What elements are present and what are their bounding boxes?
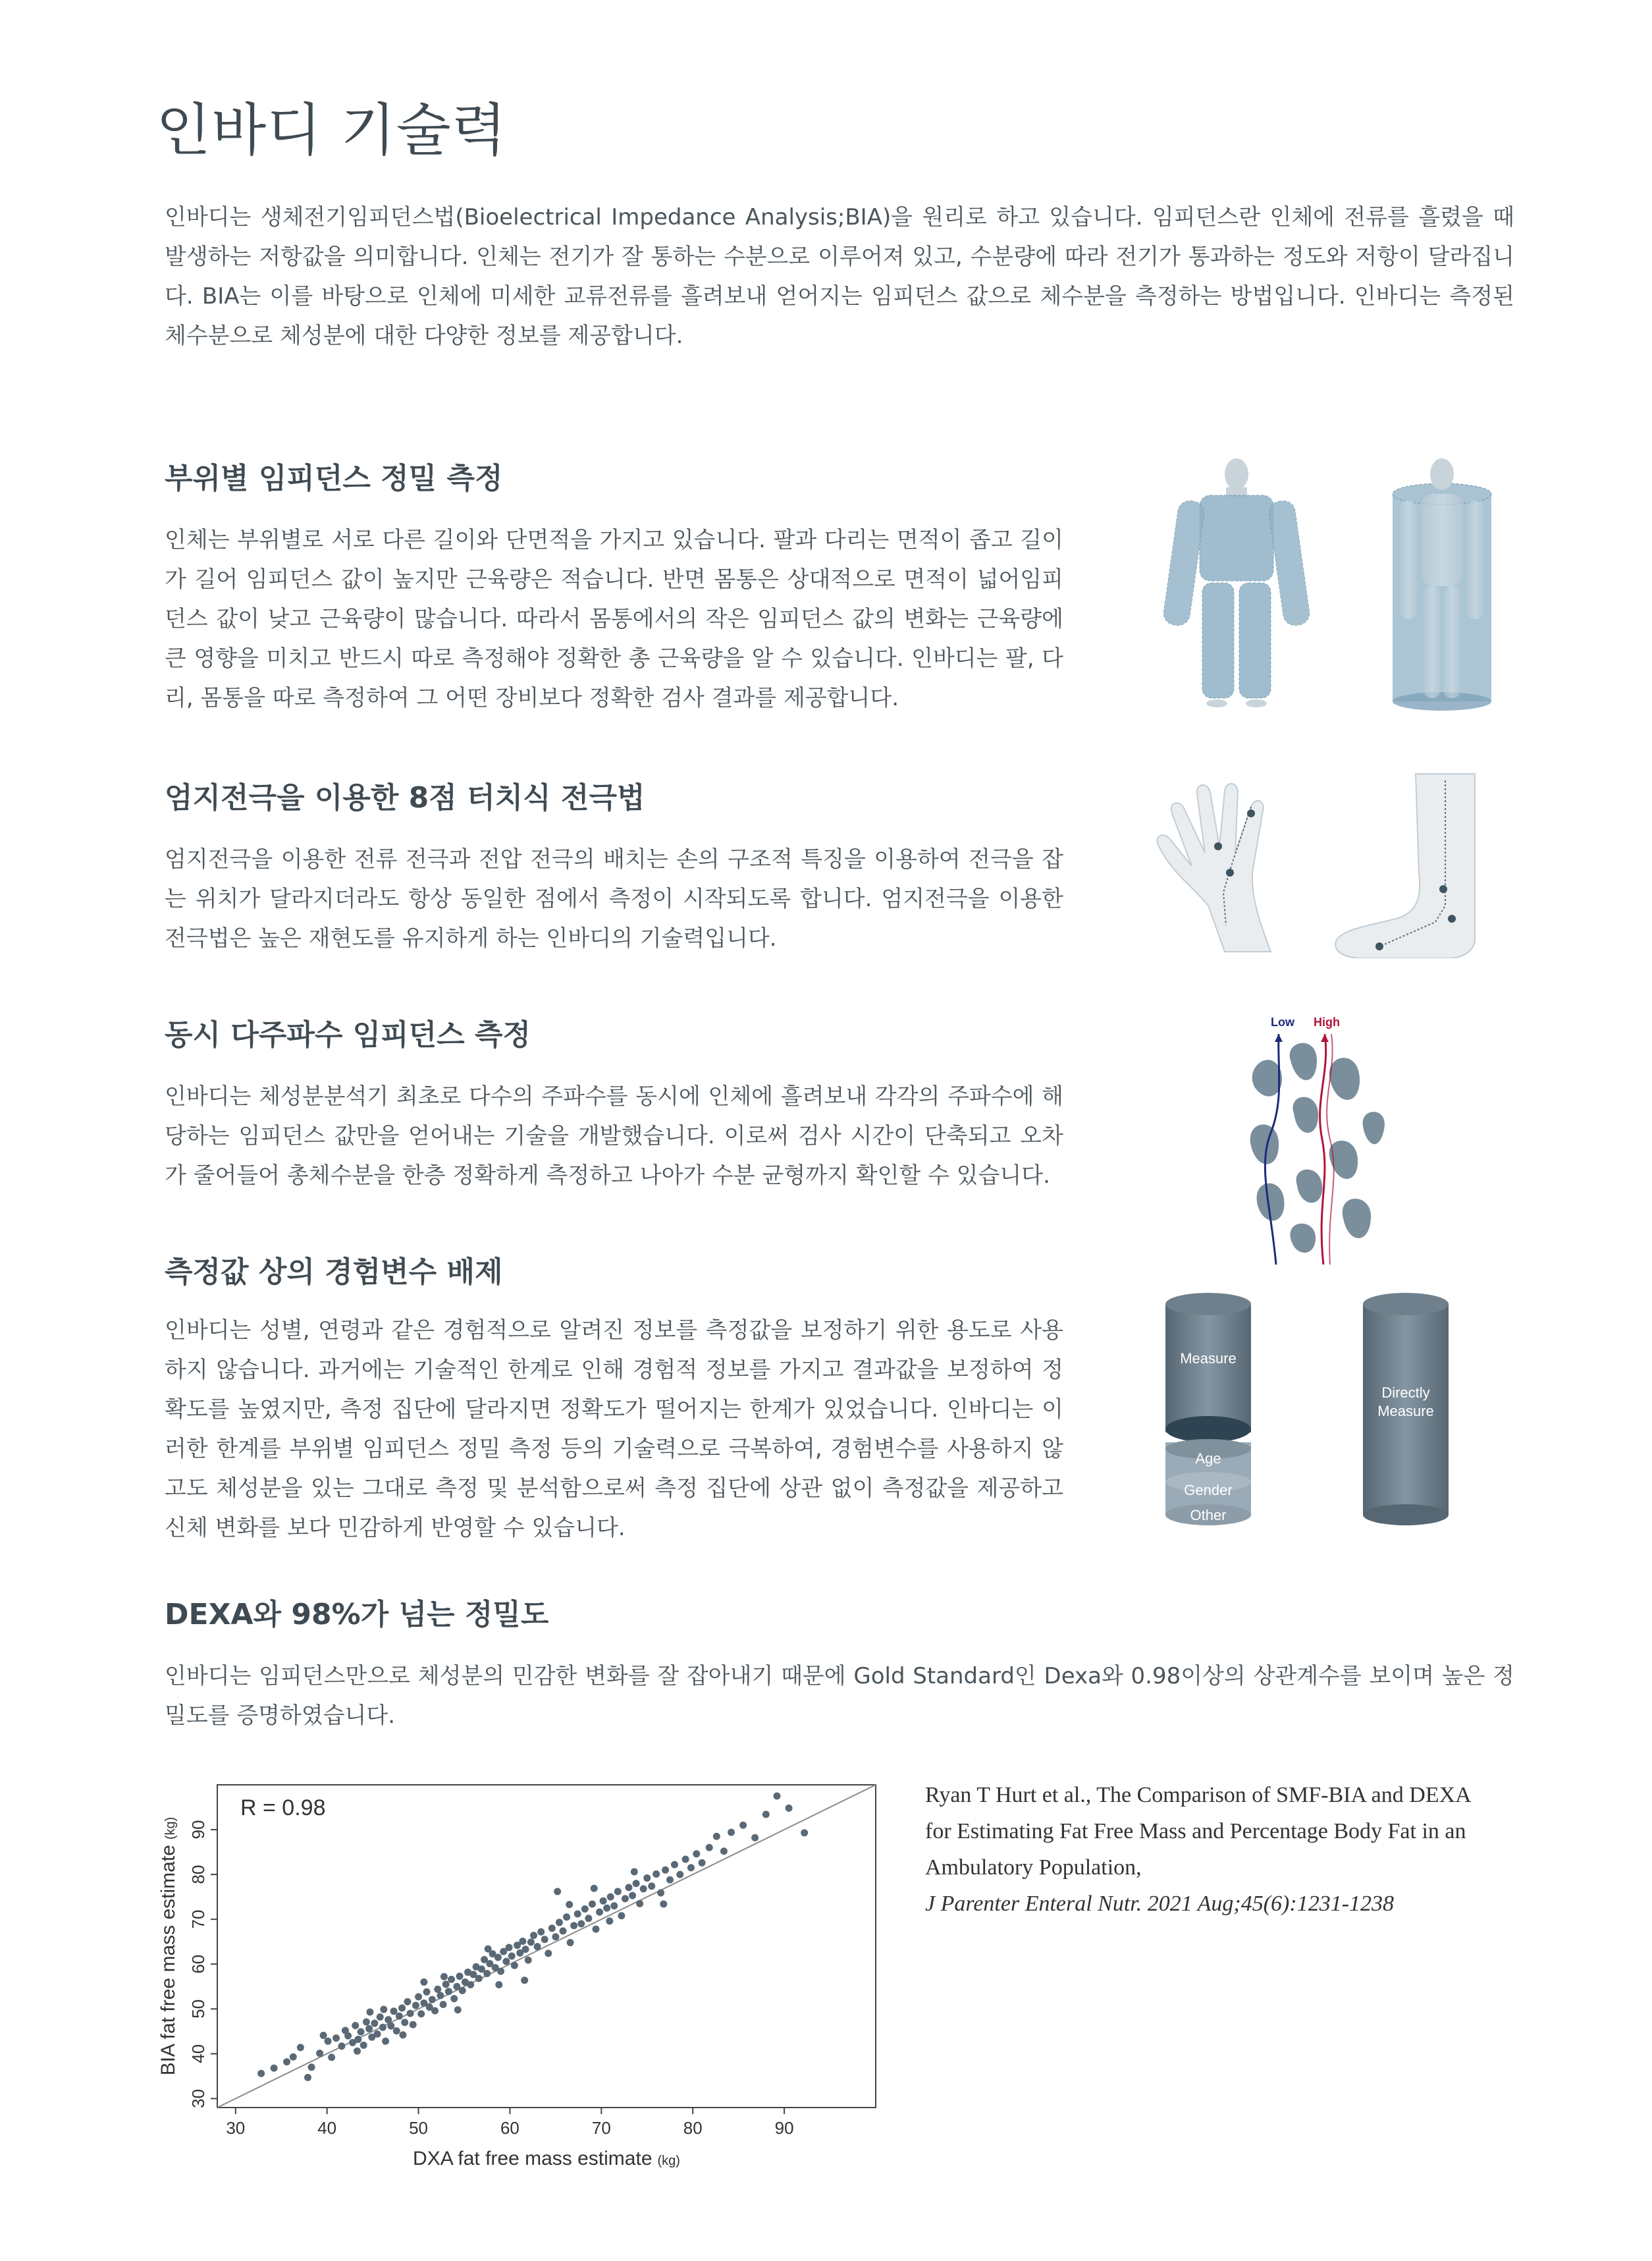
data-point [631,1868,638,1876]
y-tick-label: 50 [188,1999,208,2019]
data-point [657,1890,664,1897]
x-axis-label [413,2148,680,2169]
data-point [456,1973,464,1980]
data-point [502,1958,510,1965]
data-point [445,1988,452,1995]
data-point [494,1954,502,1961]
data-point [333,2034,340,2042]
data-point [762,1811,770,1818]
data-point [352,2022,359,2029]
data-point [774,1793,781,1800]
data-point [257,2070,265,2077]
data-point [485,1946,492,1953]
data-point [567,1939,574,1946]
y-axis-ticks [188,1820,217,2108]
data-point [548,1924,556,1932]
data-point [666,1876,674,1884]
data-point [585,1915,592,1922]
data-point [360,2042,367,2049]
data-point [420,1978,427,1986]
data-point [596,1909,603,1916]
x-tick-label: 90 [774,2118,794,2138]
data-point [398,2004,406,2011]
section-body-multifrequency: 인바디는 체성분분석기 최초로 다수의 주파수를 동시에 인체에 흘려보내 각각의 주파수에 해당하는 임피던스 값만을 얻어내는 기술을 개발했습니다. 이로써 검사 시간이 단축되고 오차가 줄어들어 총체수분을 한층 정확하게 측정하고 나아가 수분 균형까지 확인할 수 있습니다. [165,1083,1063,1189]
data-point [606,1917,613,1924]
section-body-segmental: 인체는 부위별로 서로 다른 길이와 단면적을 가지고 있습니다. 팔과 다리는 면적이 좁고 길이가 길어 임피던스 값이 높지만 근육량은 적습니다. 반면 몸통은 상대적으로 면적이 넓어임피던스 값이 낮고 근육량이 많습니다. 따라서 몸통에서의 작은 임피던스 값의 변화는 근육량에 큰 영향을 미치고 반드시 따로 측정해야 정확한 총 근육량을 알 수 있습니다. 인바디는 팔, 다리, 몸통을 따로 측정하여 그 어떤 장비보다 정확한 검사 결과를 제공합니다. [165,527,1063,711]
scatter-chart [145,1772,909,2180]
data-point [629,1892,636,1899]
data-point [363,2019,370,2026]
data-point [521,1976,528,1984]
data-point [720,1847,728,1855]
data-point [511,1962,518,1969]
data-point [660,1901,667,1908]
citation-line-1: Ryan T Hurt et al., The Comparison of SMF-BIA and DEXA [925,1783,1472,1807]
body-segments-left [1162,458,1311,707]
data-point [495,1981,502,1988]
body-cylinder-right [1393,458,1491,711]
data-point [607,1893,614,1901]
data-point [574,1911,581,1918]
data-point [344,2032,352,2040]
data-point [377,2013,384,2021]
x-tick-label: 30 [226,2118,246,2138]
data-point [693,1850,700,1857]
data-point [371,2020,378,2027]
data-point [589,1901,596,1908]
data-point [429,1996,436,2003]
heel-electrode-dot [1439,885,1447,893]
data-point [379,2024,386,2031]
data-point [713,1833,720,1840]
data-point [483,1970,491,1977]
data-point [662,1866,669,1874]
data-point [325,2038,332,2045]
ankle-electrode-dot [1448,915,1456,923]
wrist-electrode-dot [1226,869,1234,877]
data-point [396,2013,403,2020]
data-point [407,2010,414,2017]
data-point [410,2021,417,2029]
data-point [412,2002,419,2009]
data-point [365,2025,373,2032]
cylinder-right [1363,1293,1449,1525]
data-point [434,1986,441,1993]
x-axis-ticks [226,2108,793,2138]
data-point [527,1938,535,1946]
data-point [687,1864,695,1871]
directly-measure-label: Measure [1377,1403,1434,1419]
high-frequency-label: High [1314,1016,1340,1029]
citation-line-3: Ambulatory Population, [925,1855,1142,1880]
y-tick-label: 90 [188,1820,208,1839]
data-point [706,1844,713,1851]
x-axis-unit: (kg) [657,2154,680,2168]
data-point [537,1928,545,1936]
electrode-figure [1146,767,1528,958]
data-point [387,2023,394,2030]
measure-label: Measure [1180,1350,1237,1367]
directly-label: Directly [1381,1384,1430,1401]
x-axis-label-text: DXA fat free mass estimate [413,2148,653,2169]
data-point [556,1919,563,1926]
data-point [626,1884,633,1891]
data-point [508,1952,516,1959]
low-frequency-label: Low [1271,1016,1294,1029]
data-point [577,1920,585,1927]
data-point [581,1905,589,1913]
data-point [475,1975,483,1982]
data-point [450,1995,458,2002]
x-tick-label: 40 [317,2118,337,2138]
data-point [328,2054,335,2061]
y-tick-label: 30 [188,2088,208,2108]
data-point [366,2009,373,2016]
section-title-multifrequency: 동시 다주파수 임피던스 측정 [165,1018,531,1052]
data-point [290,2054,297,2061]
data-point [636,1900,643,1907]
data-point [271,2065,278,2072]
data-point [380,2005,387,2013]
section-body-dexa: 인바디는 임피던스만으로 체성분의 민감한 변화를 잘 잡아내기 때문에 Gold Standard인 Dexa와 0.98이상의 상관계수를 보이며 높은 정밀도를 증명하였습니다. [165,1663,1514,1729]
data-point [593,1926,600,1933]
multifrequency-figure [1231,1008,1396,1271]
high-frequency-path [1320,1034,1326,1265]
segmental-body-figure [1159,448,1528,711]
x-tick-label: 70 [591,2118,611,2138]
data-point [525,1957,532,1964]
data-point [728,1829,735,1836]
y-axis-label [157,1817,179,2076]
data-point [338,2042,345,2050]
data-point [603,1905,610,1912]
gender-band-label: Gender [1184,1482,1233,1498]
data-point [541,1936,548,1943]
data-point [442,1980,450,1988]
y-tick-label: 40 [188,2044,208,2063]
r-annotation: R = 0.98 [240,1795,326,1820]
data-point [786,1805,793,1812]
data-point [385,2016,392,2023]
data-point [423,1988,431,1996]
x-tick-label: 80 [683,2118,703,2138]
data-point [401,2019,408,2026]
data-point [614,1888,622,1895]
data-point [374,2030,381,2038]
citation-journal: J Parenter Enteral Nutr. 2021 Aug;45(6):1231-1238 [925,1892,1395,1916]
data-point [699,1859,706,1866]
data-point [643,1874,651,1882]
page-title: 인바디 기술력 [156,97,507,163]
data-point [399,2031,406,2038]
x-tick-label: 60 [500,2118,520,2138]
data-point [682,1855,689,1863]
data-point [448,1976,455,1983]
citation-line-2: for Estimating Fat Free Mass and Percentage Body Fat in an [925,1819,1466,1843]
cylinder-left [1165,1293,1251,1525]
foot-illustration [1335,774,1475,958]
data-point [354,2036,361,2043]
section-body-electrode: 엄지전극을 이용한 전류 전극과 전압 전극의 배치는 손의 구조적 특징을 이용하여 전극을 잡는 위치가 달라지더라도 항상 동일한 점에서 측정이 시작되도록 합니다. 엄지전극을 이용한 전극법은 높은 재현도를 유지하게 하는 인바디의 기술력입니다. [165,846,1063,952]
data-point [440,1973,448,1980]
data-point [283,2058,290,2065]
data-point [297,2044,304,2051]
x-tick-label: 50 [409,2118,429,2138]
data-point [440,2001,447,2008]
intro-paragraph: 인바디는 생체전기임피던스법(Bioelectrical Impedance Analysis;BIA)을 원리로 하고 있습니다. 임피던스란 인체에 전류를 흘렸을 때 발생하는 저항값을 의미합니다. 인체는 전기가 잘 통하는 수분으로 이루어져 있고, 수분량에 따라 전기가 통과하는 정도와 저항이 달라집니다. BIA는 이를 바탕으로 인체에 미세한 교류전류를 흘려보내 얻어지는 임피던스 값으로 체수분을 측정하는 방법입니다. 인바디는 측정된 체수분으로 체성분에 대한 다양한 정보를 제공합니다. [165,204,1514,349]
y-axis-label-text: BIA fat free mass estimate [157,1845,179,2076]
age-band-label: Age [1195,1450,1221,1467]
y-tick-label: 80 [188,1865,208,1884]
palm-electrode-dot [1214,842,1222,850]
toe-electrode-dot [1375,942,1383,950]
data-point [751,1834,759,1841]
data-point [545,1949,552,1957]
cylinder-figure [1159,1291,1475,1538]
data-point [566,1901,573,1908]
data-point [554,1888,561,1895]
hand-illustration [1158,784,1271,952]
data-point [497,1968,504,1975]
section-title-electrode: 엄지전극을 이용한 8점 터치식 전극법 [165,781,645,815]
data-point [304,2074,311,2081]
data-point [671,1861,678,1868]
data-point [570,1922,577,1929]
section-title-segmental: 부위별 임피던스 정밀 측정 [165,462,503,495]
section-body-no-empirical: 인바디는 성별, 연령과 같은 경험적으로 알려진 정보를 측정값을 보정하기 위한 용도로 사용하지 않습니다. 과거에는 기술적인 한계로 인해 경험적 정보를 가지고 결과값을 보정하여 정확도를 높였지만, 측정 집단에 달라지면 정확도가 떨어지는 한계가 있었습니다. 인바디는 이러한 한계를 부위별 임피던스 정밀 측정 등의 기술력으로 극복하여, 경험변수를 사용하지 않고도 체성분을 있는 그대로 측정 및 분석함으로써 측정 집단에 상관 없이 측정값을 제공하고 신체 변화를 보다 민감하게 반영할 수 있습니다. [165,1317,1063,1541]
y-axis-unit: (kg) [163,1816,178,1840]
data-point [563,1913,570,1920]
data-point [640,1885,647,1892]
data-point [459,1987,466,1994]
data-point [653,1870,660,1878]
data-point [633,1880,640,1887]
data-point [618,1912,625,1919]
data-point [354,2048,361,2055]
data-point [560,1927,567,1934]
data-point [739,1822,747,1829]
data-point [519,1938,526,1945]
data-point [308,2063,315,2071]
data-point [417,2010,425,2017]
data-point [591,1885,598,1892]
data-point [393,2027,400,2034]
data-point [382,2038,389,2045]
data-point [404,1998,411,2005]
data-point [454,2006,462,2013]
data-point [530,1932,537,1939]
data-point [415,1993,422,2000]
section-title-dexa: DEXA와 98%가 넘는 정밀도 [165,1598,549,1631]
section-title-no-empirical: 측정값 상의 경험변수 배제 [165,1255,503,1289]
data-point [358,2028,365,2035]
data-point [801,1829,808,1836]
y-tick-label: 60 [188,1954,208,1974]
data-point [600,1897,607,1905]
thumb-electrode-dot [1247,809,1255,817]
data-point [610,1902,618,1909]
data-point [622,1895,629,1902]
data-point [467,1981,474,1988]
data-point [320,2032,327,2039]
data-point [390,2007,398,2015]
data-point [506,1944,513,1951]
y-tick-label: 70 [188,1909,208,1929]
data-point [676,1871,683,1878]
data-point [437,1992,444,1999]
data-point [648,1882,655,1890]
data-point [534,1943,541,1950]
data-point [552,1933,559,1940]
data-point [522,1946,529,1953]
data-point [316,2050,323,2057]
other-band-label: Other [1190,1507,1227,1523]
data-point [431,2007,439,2015]
